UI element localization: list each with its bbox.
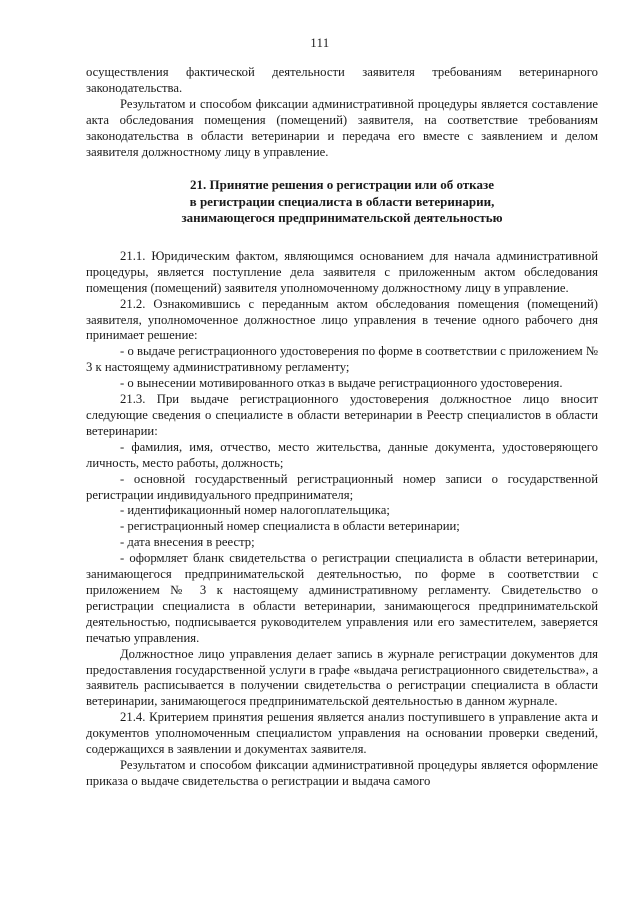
- section-heading-line: в регистрации специалиста в области ветеринарии,: [189, 193, 495, 209]
- paragraph: 21.4. Критерием принятия решения является анализ поступившего в управление акта и документов уполномоченным специалистом управления на основании проверки сведений, содержащихся в заявлении и документах заявителя.: [86, 710, 598, 757]
- paragraph: 21.3. При выдаче регистрационного удостоверения должностное лицо вносит следующие сведения о специалисте в области ветеринарии в Реестр специалистов в области ветеринарии:: [86, 392, 598, 438]
- paragraph: 21.2. Ознакомившись с переданным актом обследования помещения (помещений) заявителя, уполномоченное должностное лицо управления в течение одного рабочего дня принимает решение:: [86, 296, 598, 343]
- spacer: [86, 227, 598, 249]
- spacer: [86, 160, 598, 177]
- list-item: - регистрационный номер специалиста в области ветеринарии;: [120, 519, 460, 534]
- list-item: - о вынесении мотивированного отказ в выдаче регистрационного удостоверения.: [120, 376, 563, 391]
- section-heading-line: занимающегося предпринимательской деятельностью: [181, 210, 503, 226]
- paragraph: Результатом и способом фиксации административной процедуры является составление акта обследования помещения (помещений) заявителя, на соответствие требованиям законодательства в области ветеринарии и передача его вместе с заявлением и делом заявителя должностному лицу в управление.: [86, 96, 598, 159]
- list-item: - дата внесения в реестр;: [120, 535, 255, 550]
- section-heading-line: 21. Принятие решения о регистрации или об отказе: [190, 177, 494, 193]
- paragraph: Результатом и способом фиксации административной процедуры является оформление приказа о выдаче свидетельства о регистрации и выдача самого: [86, 757, 598, 788]
- list-item: - о выдаче регистрационного удостоверения по форме в соответствии с приложением № 3 к настоящему административному регламенту;: [86, 344, 598, 375]
- paragraph: 21.1. Юридическим фактом, являющимся основанием для начала административной процедуры, является поступление дела заявителя с приложенным актом обследования помещения (помещений) заявителя уполномоченному должностному лицу в управление.: [86, 248, 598, 295]
- paragraph: осуществления фактической деятельности заявителя требованиям ветеринарного законодательства.: [86, 65, 598, 95]
- paragraph: Должностное лицо управления делает запись в журнале регистрации документов для предоставления государственной услуги в графе «выдача регистрационного свидетельства», а заявитель расписывается в получении свидетельства о регистрации специалиста в области ветеринарии, занимающегося предпринимательской деятельностью в данном журнале.: [86, 646, 598, 709]
- list-item: - идентификационный номер налогоплательщика;: [120, 503, 390, 518]
- page-number: 111: [310, 36, 330, 50]
- section-heading: [86, 177, 598, 227]
- list-item: - основной государственный регистрационный номер записи о государственной регистрации индивидуального предпринимателя;: [86, 471, 598, 502]
- page-content: [86, 65, 598, 790]
- list-item: - оформляет бланк свидетельства о регистрации специалиста в области ветеринарии, занимающегося предпринимательской деятельностью, по форме в соответствии с приложением № 3 к настоящему административному регламенту. Свидетельство о регистрации специалиста в области ветеринарии, занимающегося предпринимательской деятельностью, подписывается руководителем управления или его заместителем, заверяется печатью управления.: [86, 551, 598, 645]
- list-item: - фамилия, имя, отчество, место жительства, данные документа, удостоверяющего личность, место работы, должность;: [86, 439, 598, 470]
